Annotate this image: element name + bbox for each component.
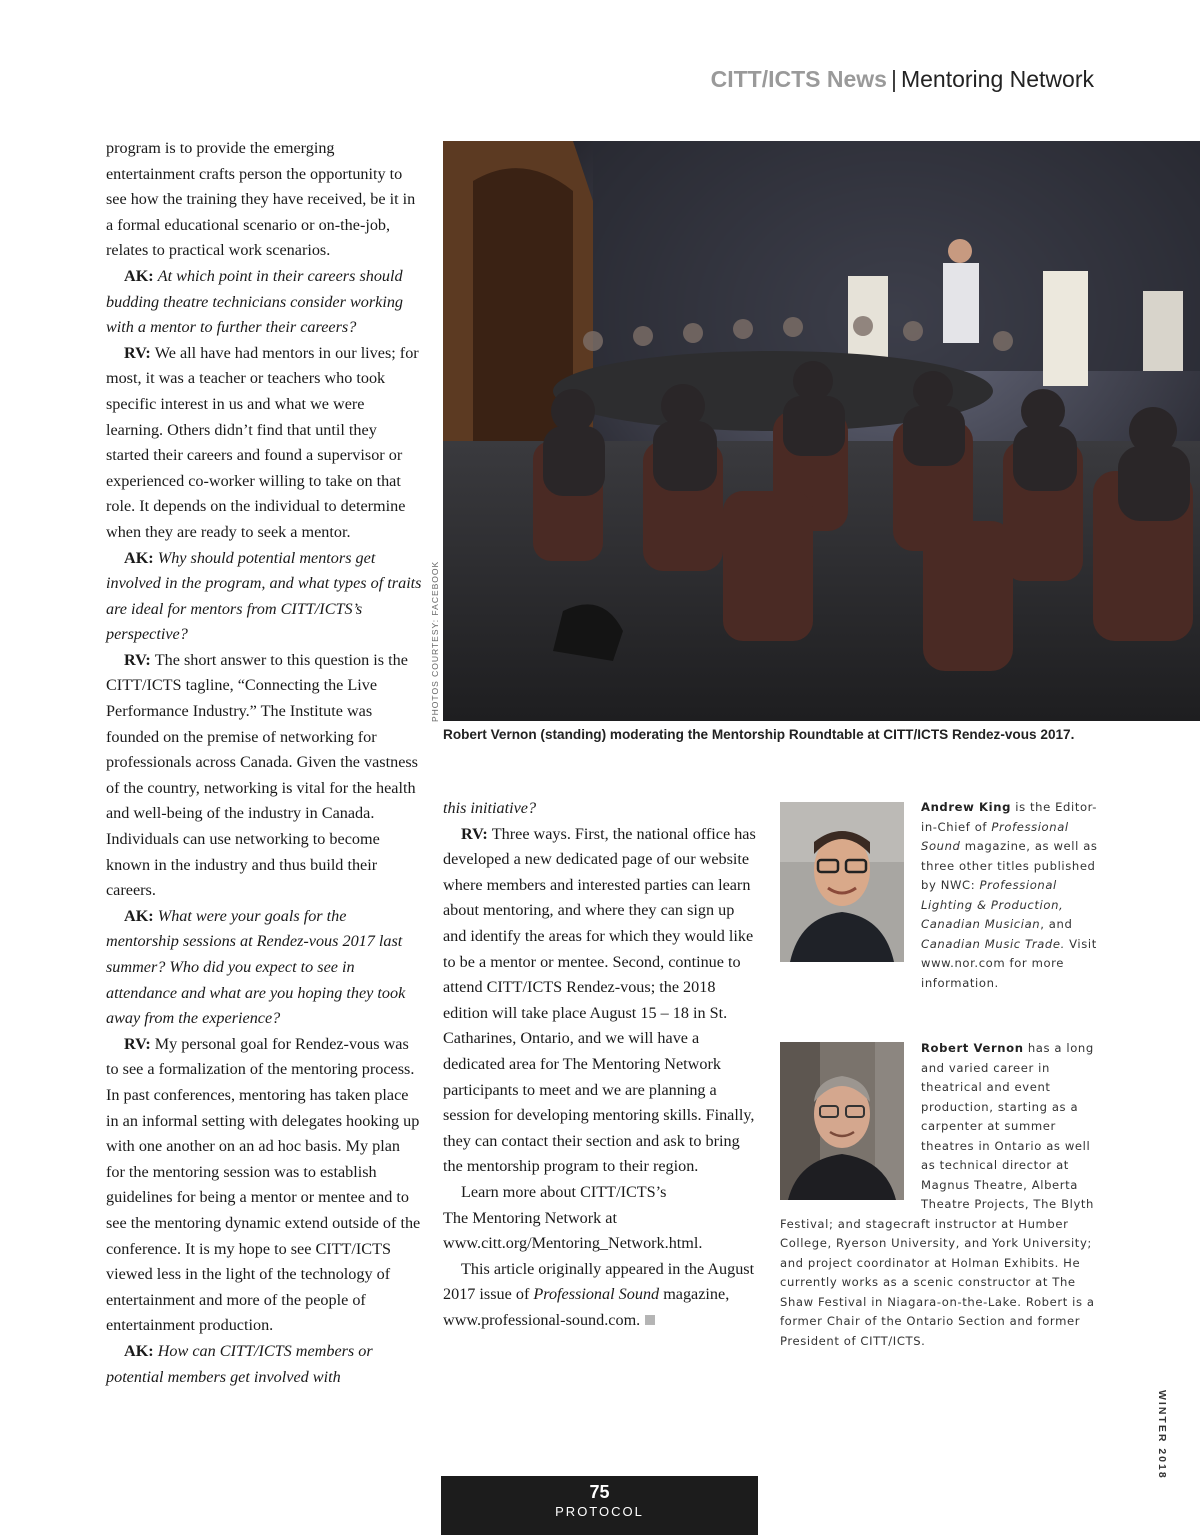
speaker-label: RV bbox=[461, 824, 483, 843]
article-column-1 bbox=[106, 136, 422, 1390]
page-footer bbox=[441, 1476, 758, 1535]
bio-robert-vernon: Robert Vernon has a long and varied career in theatrical and event production, starting as a carpenter at summer theatres in Ontario as well as technical director at Magnus Theatre, Alberta Theatre Projects, The Blyth Festival; and stagecraft instructor at Humber College, Ryerson University, and York University; and project coordinator at Holman Exhibits. He currently works as a scenic constructor at The Shaw Festival in Niagara-on-the-Lake. Robert is a former Chair of the Ontario Section and former President of CITT/ICTS. bbox=[780, 1041, 1095, 1348]
speaker-label: RV bbox=[124, 650, 146, 669]
answer: RV: We all have had mentors in our lives; for most, it was a teacher or teachers who took specific interest in us and what we were learning. Others didn’t find that until they started their careers and found a supervisor or experienced co-worker willing to take on that role. It depends on the individual to determine when they are ready to seek a mentor. bbox=[106, 343, 419, 541]
question: AK: How can CITT/ICTS members or potential members get involved with bbox=[106, 1341, 373, 1386]
topic-title: Mentoring Network bbox=[900, 66, 1094, 92]
bio-andrew-king: Andrew King is the Editor-in-Chief of Professional Sound magazine, as well as three other titles published by NWC: Professional Lighting & Production, Canadian Musician, and Canadian Music Trade. Visit www.nor.com for more information. bbox=[921, 800, 1098, 990]
speaker-label: AK bbox=[124, 1341, 149, 1360]
andrew-king-photo bbox=[780, 802, 904, 962]
magazine-name: PROTOCOL bbox=[555, 1504, 644, 1519]
issue-season: WINTER 2018 bbox=[1156, 1390, 1168, 1480]
question-continued: this initiative? bbox=[443, 799, 537, 817]
question: AK: At which point in their careers should budding theatre technicians consider working with a mentor to further their careers? bbox=[106, 266, 404, 337]
speaker-label: RV bbox=[124, 343, 146, 362]
photo-caption: Robert Vernon (standing) moderating the Mentorship Roundtable at CITT/ICTS Rendez-vous 2017. bbox=[443, 727, 1075, 742]
page-number: 75 bbox=[589, 1482, 610, 1502]
answer: RV: The short answer to this question is the CITT/ICTS tagline, “Connecting the Live Performance Industry.” The Institute was founded on the premise of networking for professionals across Canada. Given the vastness of the country, networking is vital for the health and well-being of the industry in Canada. Individuals can use networking to become known in the industry and thus build their careers. bbox=[106, 650, 418, 900]
speaker-label: AK bbox=[124, 906, 149, 925]
running-header bbox=[711, 66, 1094, 93]
section-title: CITT/ICTS News bbox=[710, 66, 887, 92]
speaker-label: AK bbox=[124, 548, 149, 567]
roundtable-photo bbox=[443, 141, 1200, 721]
paragraph: program is to provide the emerging entertainment crafts person the opportunity to see how the training they have received, be it in a formal educational scenario or on-the-job, relates to practical work scenarios. bbox=[106, 139, 416, 260]
original-source-note: This article originally appeared in the August 2017 issue of Professional Sound magazine, www.professional-sound.com. bbox=[443, 1259, 755, 1329]
end-mark-icon bbox=[645, 1315, 655, 1325]
speaker-label: AK bbox=[124, 266, 149, 285]
question: AK: What were your goals for the mentorship sessions at Rendez-vous 2017 last summer? Who did you expect to see in attendance and what are you hoping they took away from the experience? bbox=[106, 906, 406, 1028]
photo-credit: PHOTOS COURTESY: FACEBOOK bbox=[430, 560, 440, 722]
theatre-audience-image bbox=[443, 141, 1200, 721]
header-separator: | bbox=[890, 66, 897, 92]
answer: RV: Three ways. First, the national office has developed a new dedicated page of our website where members and interested parties can learn about mentoring, and where they can sign up and identify the areas for which they would like to be a mentor or mentee. Second, continue to attend CITT/ICTS Rendez-vous; the 2018 edition will take place August 15 – 18 in St. Catharines, Ontario, and we will have a dedicated area for The Mentoring Network participants to meet and we are planning a session for developing mentoring skills. Finally, they can contact their section and ask to bring the mentorship program to their region. bbox=[443, 824, 756, 1176]
article-column-2 bbox=[443, 796, 757, 1333]
answer: RV: My personal goal for Rendez-vous was to see a formalization of the mentoring process. In past conferences, mentoring has taken place in an informal setting with delegates hooking up with one another on an ad hoc basis. My plan for the mentoring session was to establish guidelines for being a mentor or mentee and to see the mentoring dynamic extend outside of the conference. It is my hope to see CITT/ICTS viewed less in the light of the technology of entertainment and more of the people of entertainment production. bbox=[106, 1034, 421, 1335]
learn-more: Learn more about CITT/ICTS’s The Mentoring Network at www.citt.org/Mentoring_Network.html. bbox=[443, 1182, 703, 1253]
network-link[interactable]: www.citt.org/Mentoring_Network.html. bbox=[443, 1234, 703, 1253]
speaker-label: RV bbox=[124, 1034, 146, 1053]
question: AK: Why should potential mentors get involved in the program, and what types of traits are ideal for mentors from CITT/ICTS’s perspective? bbox=[106, 548, 422, 644]
